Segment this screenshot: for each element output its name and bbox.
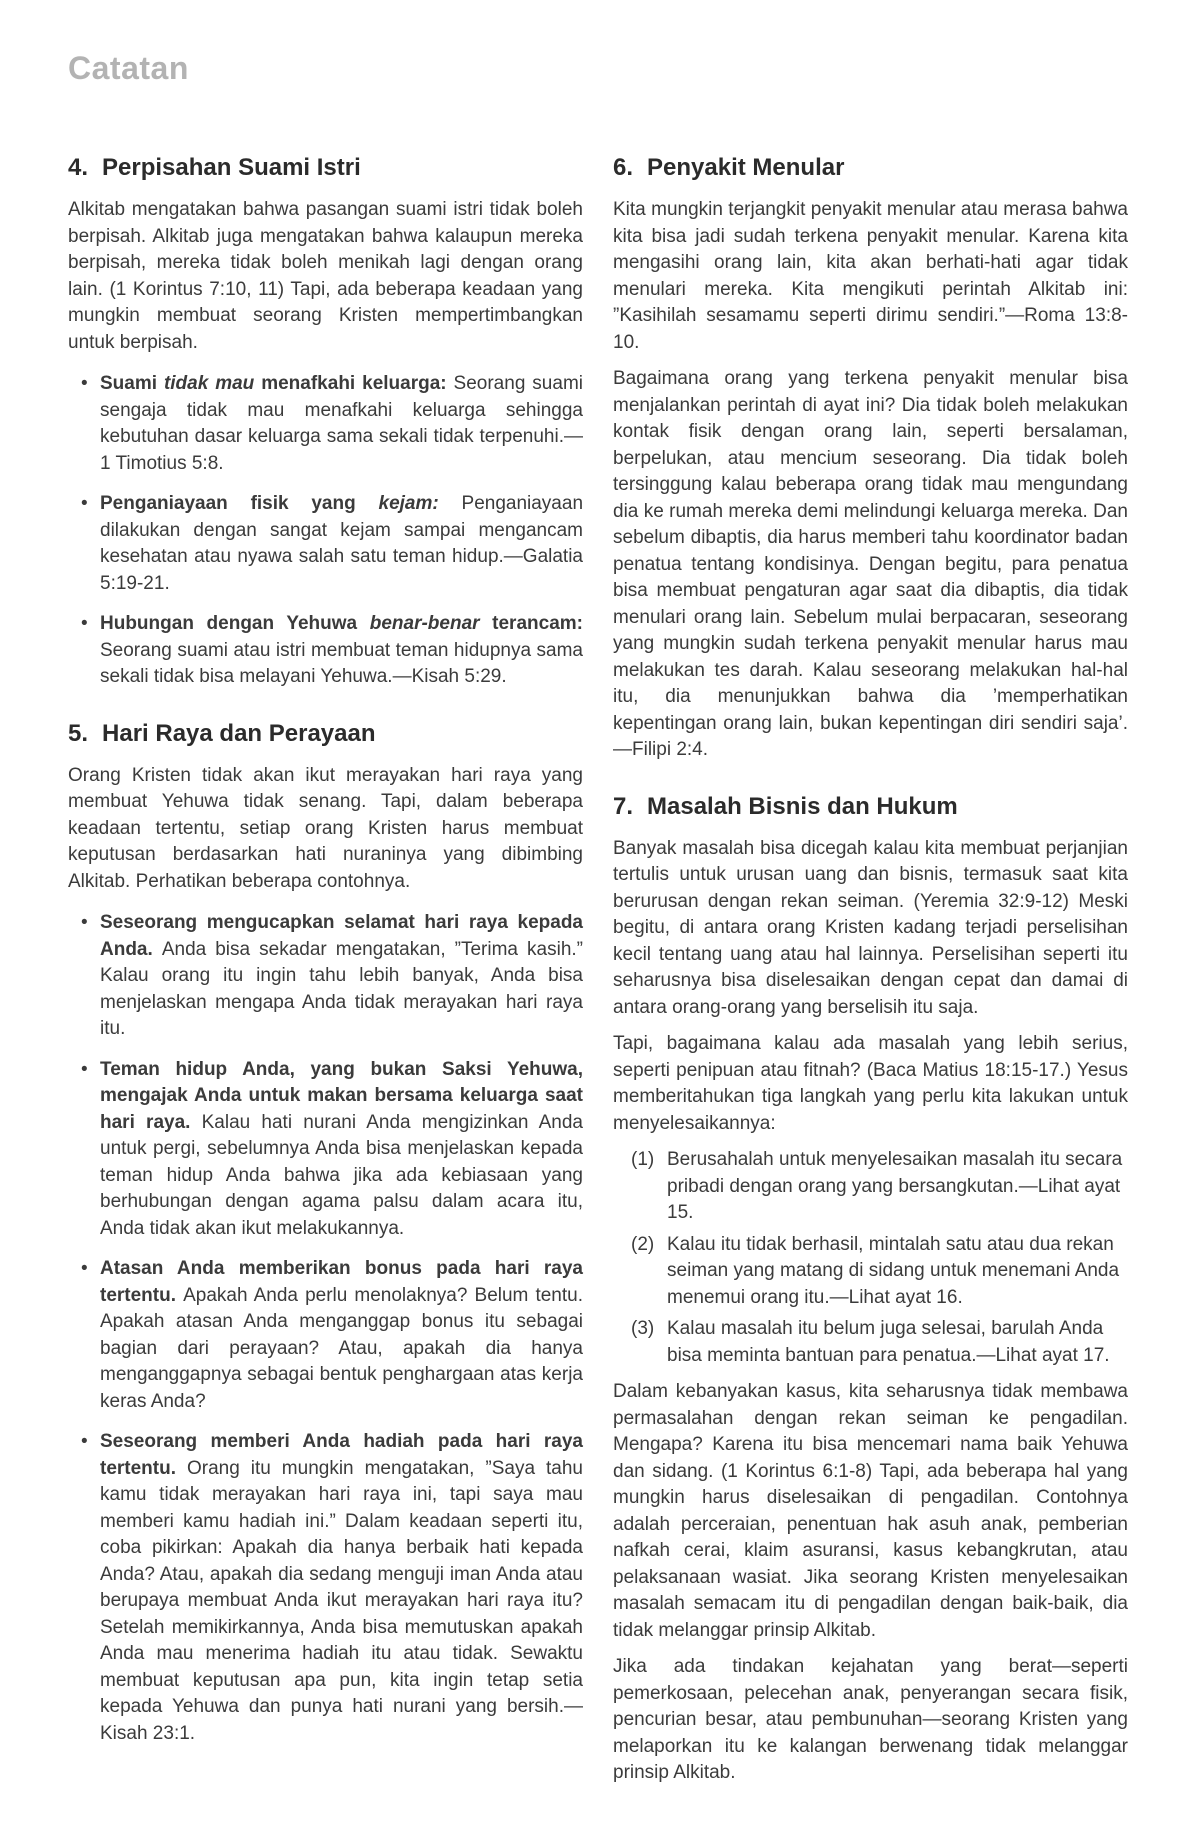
bullet-item [68, 1256, 583, 1415]
text-run: Kalau masalah itu belum juga selesai, barulah Anda bisa meminta bantuan para penatua.—Lihat ayat 17. [667, 1318, 1110, 1366]
text-run: Kita mungkin terjangkit penyakit menular atau merasa bahwa kita bisa jadi sudah terkena penyakit menular. Karena kita mengasihi orang lain, kita akan berhati-hati agar tidak menulari mereka. Kita mengikuti perintah Alkitab ini: ”Kasihilah sesamamu seperti dirimu sendiri.”—Roma 13:8-10. [613, 199, 1128, 353]
text-run: Seorang suami atau istri membuat teman hidupnya sama sekali tidak bisa melayani Yehuwa.—Kisah 5:29. [100, 639, 583, 687]
bullet-item [68, 491, 583, 597]
text-run: Seorang suami sengaja tidak mau menafkahi keluarga sehingga kebutuhan dasar keluarga sama sekali tidak terpenuhi.—1 Timotius 5:8. [100, 373, 583, 474]
bullet-item [68, 611, 583, 691]
text-run: Hubungan dengan Yehuwa [100, 613, 370, 634]
numbered-item-text [667, 1147, 1128, 1227]
numbered-item-marker: (3) [631, 1318, 655, 1339]
numbered-item-marker: (1) [631, 1149, 655, 1170]
section-heading [68, 153, 583, 183]
text-run: Jika ada tindakan kejahatan yang berat—seperti pemerkosaan, pelecehan anak, penyerangan secara fisik, pencurian besar, atau pembunuhan—seorang Kristen yang melaporkan itu ke kalangan berwenang tidak melanggar prinsip Alkitab. [613, 1656, 1128, 1783]
text-run: Kalau hati nurani Anda mengizinkan Anda untuk pergi, sebelumnya Anda bisa menjelaskan kepada teman hidup Anda bahwa jika ada kebiasaan yang berhubungan dengan agama palsu dalam acara itu, Anda tidak akan ikut melakukannya. [100, 1111, 583, 1239]
section-5 [68, 719, 583, 1748]
section-title: Hari Raya dan Perayaan [102, 719, 376, 747]
section-7 [613, 792, 1128, 1787]
numbered-item-text [667, 1232, 1128, 1312]
text-run: Bagaimana orang yang terkena penyakit menular bisa menjalankan perintah di ayat ini? Dia tidak boleh melakukan kontak fisik dengan orang lain, seperti bersalaman, berpelukan, atau mencium seseorang. Dia tidak boleh tersinggung kalau beberapa orang tidak mau mengundang dia ke rumah mereka demi melindungi keluarga mereka. Dan sebelum dibaptis, dia harus memberi tahu koordinator badan penatua tentang kondisinya. Dengan begitu, para penatua bisa membuat pengaturan agar saat dia dibaptis, dia tidak menulari orang lain. Sebelum mulai berpacaran, seseorang yang mungkin sudah terkena penyakit menular harus mau melakukan tes darah. Kalau seseorang melakukan hal-hal itu, dia menunjukkan bahwa dia ’memperhatikan kepentingan orang lain, bukan kepentingan diri sendiri saja’.—Filipi 2:4. [613, 368, 1128, 760]
section-title: Penyakit Menular [647, 154, 845, 181]
text-run: Berusahalah untuk menyelesaikan masalah itu secara pribadi dengan orang yang bersangkutan.—Lihat ayat 15. [667, 1149, 1123, 1223]
section-4 [68, 153, 583, 691]
numbered-item [613, 1232, 1128, 1312]
two-column-layout [68, 153, 1128, 1797]
paragraph [613, 1379, 1128, 1644]
text-run: Orang itu mungkin mengatakan, ”Saya tahu kamu tidak merayakan hari raya ini, tapi saya mau memberi kamu hadiah ini.” Dalam keadaan seperti itu, coba pikirkan: Apakah dia hanya berbaik hati kepada Anda? Atau, apakah dia sedang menguji iman Anda atau berupaya membuat Anda ikut merayakan hari raya itu? Setelah memikirkannya, Anda bisa memutuskan apakah Anda mau menerima hadiah itu atau tidak. Sewaktu membuat keputusan apa pun, kita ingin tetap setia kepada Yehuwa dan punya hati nurani yang bersih.—Kisah 23:1. [100, 1457, 583, 1744]
section-number: 4. [68, 154, 89, 181]
section-heading [68, 719, 583, 749]
paragraph [68, 763, 583, 896]
numbered-item [613, 1316, 1128, 1369]
paragraph [613, 1031, 1128, 1137]
left-column [68, 153, 583, 1761]
section-number: 5. [68, 719, 89, 747]
section-number: 7. [613, 792, 634, 820]
text-run: tidak mau [163, 373, 255, 394]
text-run: Penganiayaan fisik yang [100, 493, 379, 514]
text-run: Seseorang memberi Anda hadiah pada hari raya tertentu. [100, 1431, 583, 1479]
text-run: Suami [100, 373, 164, 394]
bullet-item [68, 371, 583, 477]
paragraph [68, 197, 583, 356]
text-run: Kalau itu tidak berhasil, mintalah satu atau dua rekan seiman yang matang di sidang untuk menemani Anda menemui orang itu.—Lihat ayat 16. [667, 1233, 1120, 1308]
numbered-item-marker: (2) [631, 1233, 655, 1255]
bullet-list [68, 371, 583, 691]
bullet-item [68, 1429, 583, 1747]
text-run: benar-benar [369, 613, 480, 634]
text-run: Tapi, bagaimana kalau ada masalah yang lebih serius, seperti penipuan atau fitnah? (Baca Matius 18:15-17.) Yesus memberitahukan tiga langkah yang perlu kita lakukan untuk menyelesaikannya: [613, 1033, 1128, 1134]
paragraph [613, 197, 1128, 356]
right-column [613, 153, 1128, 1797]
section-heading [613, 153, 1128, 183]
text-run: Banyak masalah bisa dicegah kalau kita membuat perjanjian tertulis untuk urusan uang dan bisnis, termasuk saat kita berurusan dengan rekan seiman. (Yeremia 32:9-12) Meski begitu, di antara orang Kristen kadang terjadi perselisihan kecil tentang uang atau hal lainnya. Perselisihan seperti itu seharusnya bisa diselesaikan dengan cepat dan damai di antara orang-orang yang berselisih itu saja. [613, 837, 1128, 1018]
text-run: Orang Kristen tidak akan ikut merayakan hari raya yang membuat Yehuwa tidak senang. Tapi, dalam beberapa keadaan tertentu, setiap orang Kristen harus membuat keputusan berdasarkan hati nuraninya yang dibimbing Alkitab. Perhatikan beberapa contohnya. [68, 764, 583, 892]
section-number: 6. [613, 154, 634, 181]
text-run: Apakah Anda perlu menolaknya? Belum tentu. Apakah atasan Anda menganggap bonus itu sebagai bagian dari perayaan? Atau, apakah dia hanya menganggapnya sebagai bentuk penghargaan atas kerja keras Anda? [100, 1284, 584, 1412]
text-run: kejam: [378, 493, 462, 514]
section-heading [613, 792, 1128, 822]
section-6 [613, 153, 1128, 764]
section-title: Masalah Bisnis dan Hukum [647, 792, 958, 820]
section-title: Perpisahan Suami Istri [102, 154, 361, 181]
paragraph [613, 836, 1128, 1022]
numbered-item-text [667, 1316, 1128, 1369]
paragraph [613, 366, 1128, 764]
bullet-list [68, 910, 583, 1747]
bullet-item [68, 1057, 583, 1243]
text-run: Anda bisa sekadar mengatakan, ”Terima kasih.” Kalau orang itu ingin tahu lebih banyak, Anda bisa menjelaskan mengapa Anda tidak merayakan hari raya itu. [100, 938, 583, 1039]
bullet-item [68, 910, 583, 1043]
text-run: Penganiayaan dilakukan dengan sangat kejam sampai mengancam kesehatan atau nyawa salah satu teman hidup.—Galatia 5:19-21. [100, 493, 584, 594]
page-title: Catatan [68, 50, 189, 86]
text-run: Alkitab mengatakan bahwa pasangan suami istri tidak boleh berpisah. Alkitab juga mengatakan bahwa kalaupun mereka berpisah, mereka tidak boleh menikah lagi dengan orang lain. (1 Korintus 7:10, 11) Tapi, ada beberapa keadaan yang mungkin membuat seorang Kristen mempertimbangkan untuk berpisah. [68, 199, 583, 353]
text-run: Teman hidup Anda, yang bukan Saksi Yehuwa, mengajak Anda untuk makan bersama keluarga saat hari raya. [100, 1058, 583, 1133]
text-run: Atasan Anda memberikan bonus pada hari raya tertentu. [100, 1258, 583, 1306]
text-run: menafkahi keluarga: [254, 373, 454, 394]
paragraph [613, 1654, 1128, 1787]
text-run: Dalam kebanyakan kasus, kita seharusnya tidak membawa permasalahan dengan rekan seiman ke pengadilan. Mengapa? Karena itu bisa mencemari nama baik Yehuwa dan sidang. (1 Korintus 6:1-8) Tapi, ada beberapa hal yang mungkin harus diselesaikan di pengadilan. Contohnya adalah perceraian, penentuan hak asuh anak, pemberian nafkah cerai, klaim asuransi, kasus kebangkrutan, atau pelaksanaan wasiat. Jika seorang Kristen menyelesaikan masalah semacam itu di pengadilan dengan baik-baik, dia tidak melanggar prinsip Alkitab. [613, 1381, 1128, 1641]
text-run: Seseorang mengucapkan selamat hari raya kepada Anda. [100, 912, 583, 960]
numbered-item [613, 1147, 1128, 1227]
text-run: terancam: [479, 613, 583, 634]
